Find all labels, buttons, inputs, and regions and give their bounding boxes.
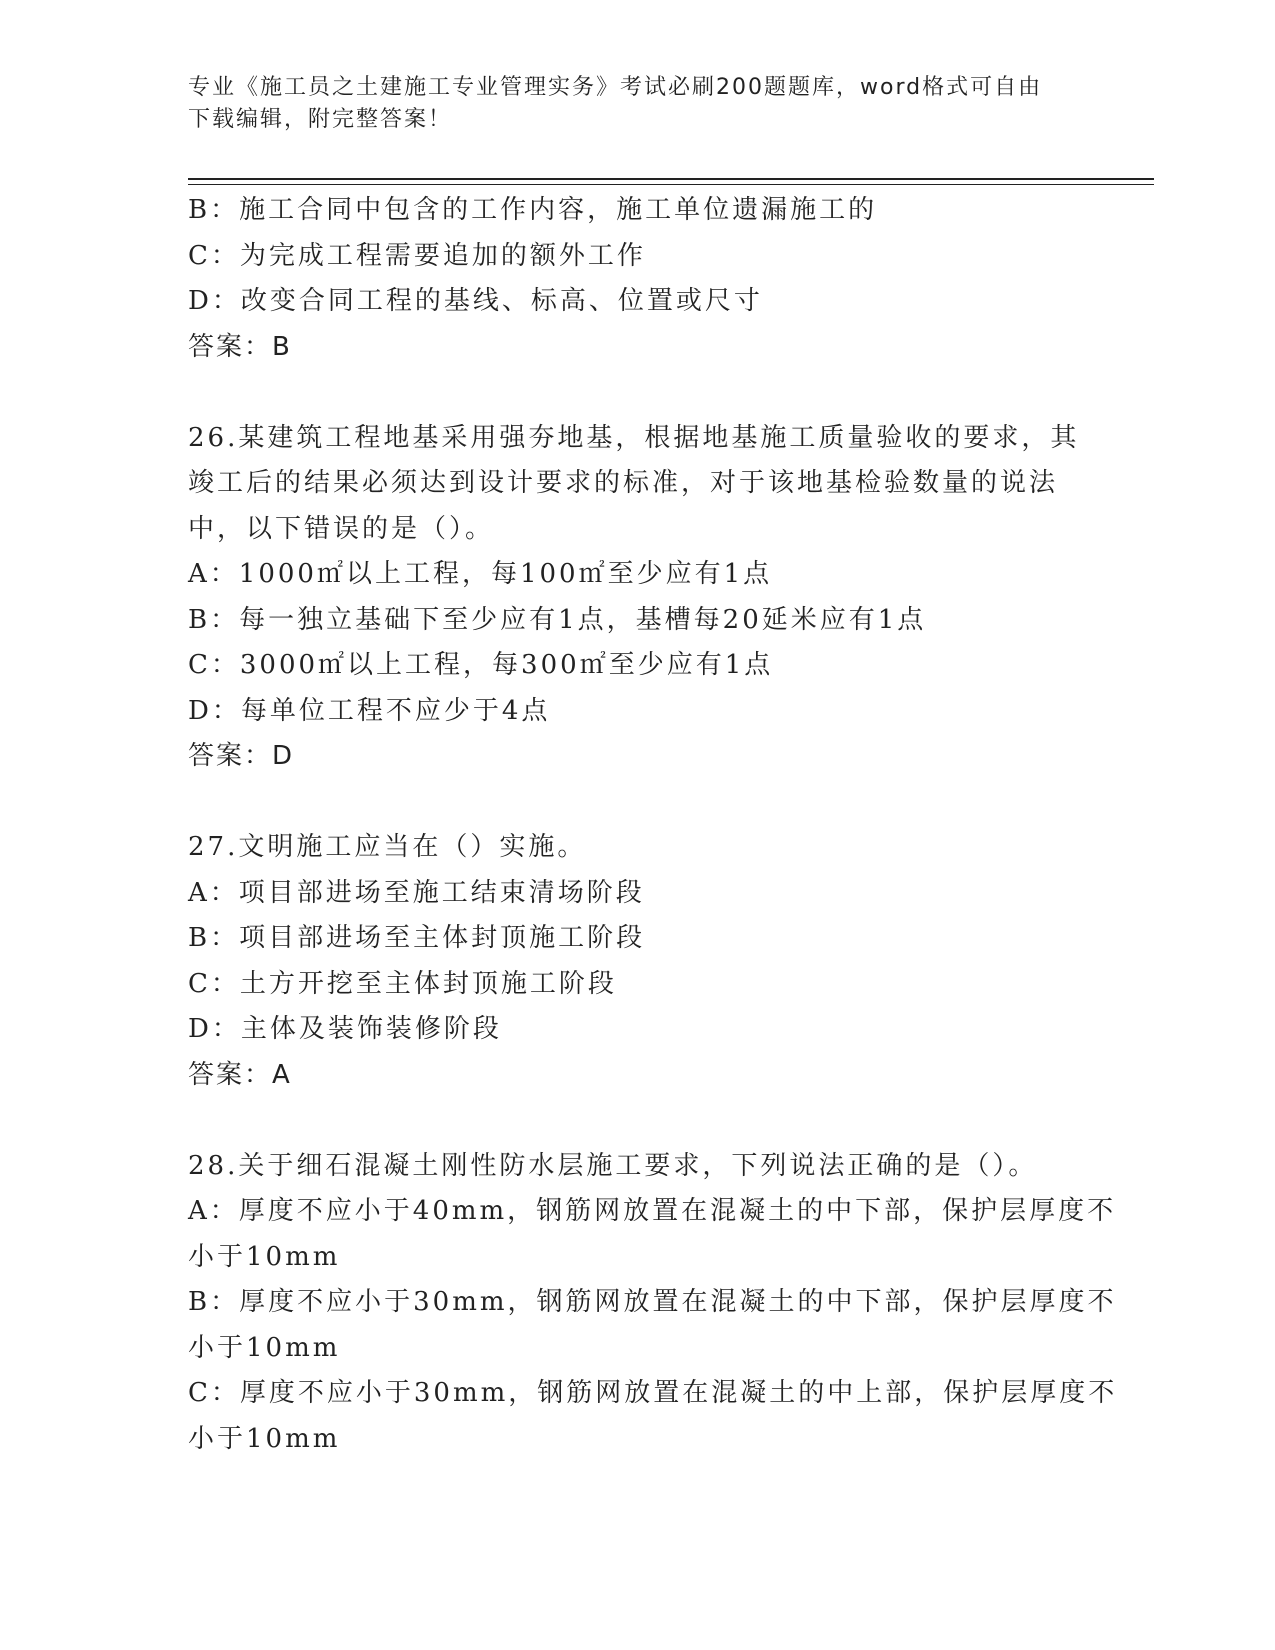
answer-line: 答案：B: [188, 331, 292, 362]
spacer: [188, 1098, 1088, 1144]
option-c: C：为完成工程需要追加的额外工作: [188, 240, 646, 271]
option-b: B：每一独立基础下至少应有1点，基槽每20延米应有1点: [188, 604, 927, 635]
spacer: [188, 370, 1088, 416]
option-c: C：土方开挖至主体封顶施工阶段: [188, 968, 617, 999]
option-d: D：主体及装饰装修阶段: [188, 1014, 502, 1044]
option-a: A：项目部进场至施工结束清场阶段: [188, 877, 645, 908]
option-b: B：厚度不应小于30mm，钢筋网放置在混凝土的中下部，保护层厚度不: [188, 1287, 1117, 1317]
question-text-line: 27.文明施工应当在（）实施。: [188, 832, 587, 862]
question-text-line: 28.关于细石混凝土刚性防水层施工要求，下列说法正确的是（）。: [188, 1150, 1038, 1181]
previous-question-options: [188, 188, 1088, 370]
page-header: [188, 72, 1088, 136]
answer-line: 答案：A: [188, 1059, 292, 1090]
option-b: B：项目部进场至主体封顶施工阶段: [188, 923, 646, 953]
question-28: [188, 1144, 1118, 1463]
option-c: C：3000㎡以上工程，每300㎡至少应有1点: [188, 650, 774, 680]
document-body: [188, 188, 1118, 1462]
header-line-1: 专业《施工员之土建施工专业管理实务》考试必刷200题题库，word格式可自由: [188, 75, 1043, 100]
option-c-continued: 小于10mm: [188, 1423, 341, 1454]
question-26: [188, 416, 1088, 780]
option-a-continued: 小于10mm: [188, 1241, 341, 1272]
option-c: C：厚度不应小于30mm，钢筋网放置在混凝土的中上部，保护层厚度不: [188, 1378, 1118, 1408]
option-b-continued: 小于10mm: [188, 1332, 341, 1363]
header-line-2: 下载编辑，附完整答案！: [188, 107, 453, 132]
option-a: A：1000㎡以上工程，每100㎡至少应有1点: [188, 559, 773, 589]
question-text-line: 竣工后的结果必须达到设计要求的标准，对于该地基检验数量的说法: [188, 468, 1059, 498]
option-b: B：施工合同中包含的工作内容，施工单位遗漏施工的: [188, 195, 878, 225]
option-d: D：每单位工程不应少于4点: [188, 695, 551, 726]
option-a: A：厚度不应小于40mm，钢筋网放置在混凝土的中下部，保护层厚度不: [188, 1196, 1117, 1226]
question-text-line: 中，以下错误的是（）。: [188, 513, 495, 544]
spacer: [188, 780, 1088, 826]
header-divider-thick: [188, 178, 1154, 180]
question-27: [188, 825, 1088, 1098]
question-text-line: 26.某建筑工程地基采用强夯地基，根据地基施工质量验收的要求，其: [188, 422, 1080, 453]
header-divider-thin: [188, 184, 1154, 185]
option-d: D：改变合同工程的基线、标高、位置或尺寸: [188, 286, 763, 316]
answer-line: 答案：D: [188, 741, 295, 771]
